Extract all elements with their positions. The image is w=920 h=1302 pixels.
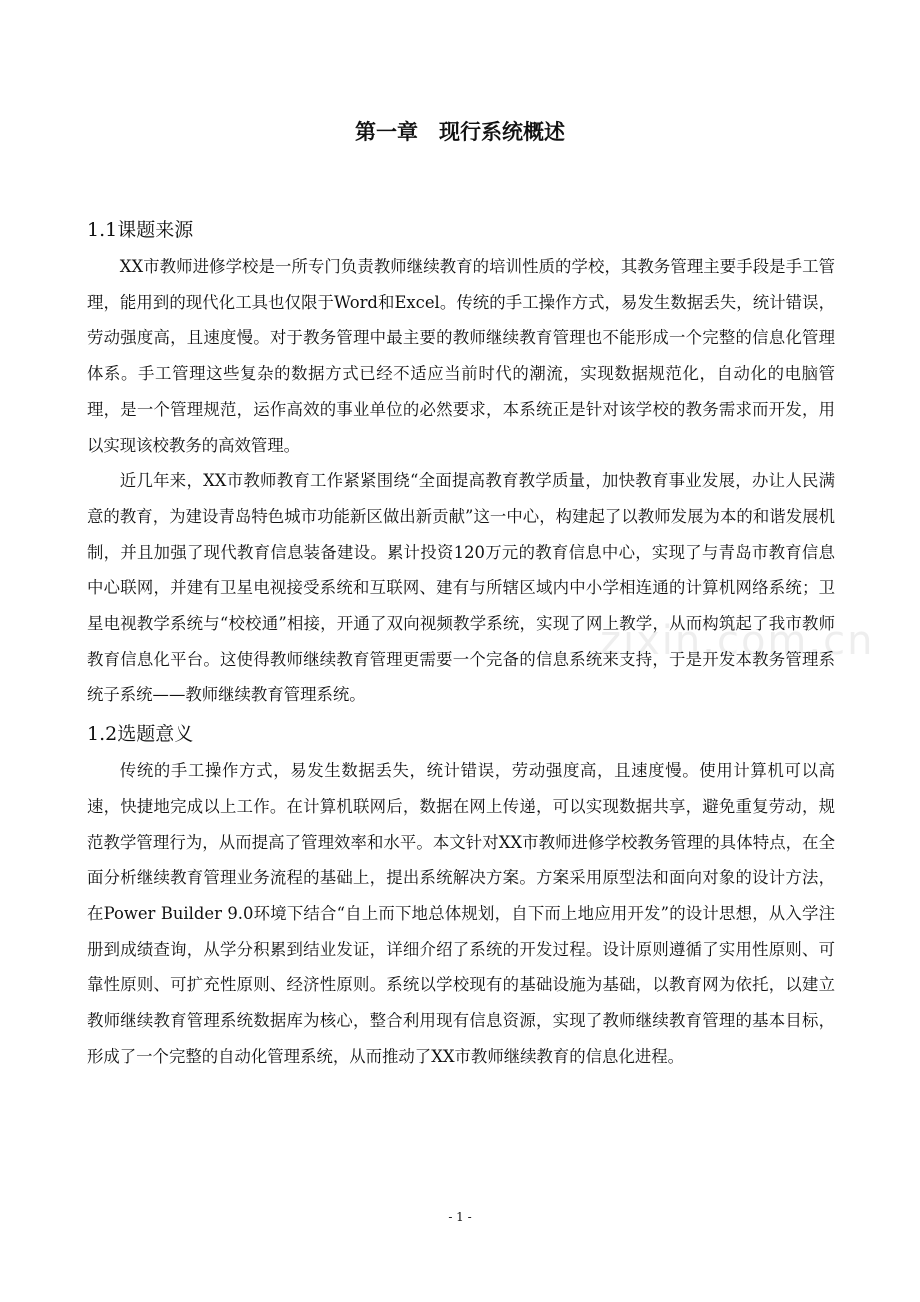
section-heading: 1.1课题来源 — [87, 219, 194, 241]
chapter-title: 第一章 现行系统概述 — [355, 120, 565, 144]
section-heading: 1.2选题意义 — [87, 723, 194, 746]
body-paragraph: XX市教师进修学校是一所专门负责教师继续教育的培训性质的学校，其教务管理主要手段是手工管理，能用到的现代化工具也仅限于Word和Excel。传统的手工操作方式，易发生数据丢失，统计错误，劳动强度高，且速度慢。对于教务管理中最主要的教师继续教育管理也不能形成一个完整的信息化管理体系。手工管理这些复杂的数据方式已经不适应当前时代的潮流，实现数据规范化，自动化的电脑管理，是一个管理规范，运作高效的事业单位的必然要求，本系统正是针对该学校的教务需求而开发，用以实现该校教务的高效管理。 — [87, 257, 835, 455]
watermark: zixin.com.cn — [600, 618, 875, 664]
document-body — [87, 213, 835, 1074]
body-paragraph: 传统的手工操作方式，易发生数据丢失，统计错误，劳动强度高，且速度慢。使用计算机可以高速，快捷地完成以上工作。在计算机联网后，数据在网上传递，可以实现数据共享，避免重复劳动，规范教学管理行为，从而提高了管理效率和水平。本文针对XX市教师进修学校教务管理的具体特点，在全面分析继续教育管理业务流程的基础上，提出系统解决方案。方案采用原型法和面向对象的设计方法，在Power Builder 9.0环境下结合“自上而下地总体规划，自下而上地应用开发”的设计思想，从入学注册到成绩查询，从学分积累到结业发证，详细介绍了系统的开发过程。设计原则遵循了实用性原则、可靠性原则、可扩充性原则、经济性原则。系统以学校现有的基础设施为基础，以教育网为依托，以建立教师继续教育管理系统数据库为核心，整合利用现有信息资源，实现了教师继续教育管理的基本目标，形成了一个完整的自动化管理系统，从而推动了XX市教师继续教育的信息化进程。 — [87, 761, 835, 1066]
body-paragraph: 近几年来，XX市教师教育工作紧紧围绕“全面提高教育教学质量，加快教育事业发展，办让人民满意的教育，为建设青岛特色城市功能新区做出新贡献”这一中心，构建起了以教师发展为本的和谐发展机制，并且加强了现代教育信息装备建设。累计投资120万元的教育信息中心，实现了与青岛市教育信息中心联网，并建有卫星电视接受系统和互联网、建有与所辖区域内中小学相连通的计算机网络系统；卫星电视教学系统与“校校通”相接，开通了双向视频教学系统，实现了网上教学，从而构筑起了我市教师教育信息化平台。这使得教师继续教育管理更需要一个完备的信息系统来支持，于是开发本教务管理系统子系统——教师继续教育管理系统。 — [87, 471, 835, 705]
section-1-1 — [87, 213, 835, 713]
page-number: - 1 - — [448, 1210, 472, 1224]
section-1-2 — [87, 717, 835, 1074]
